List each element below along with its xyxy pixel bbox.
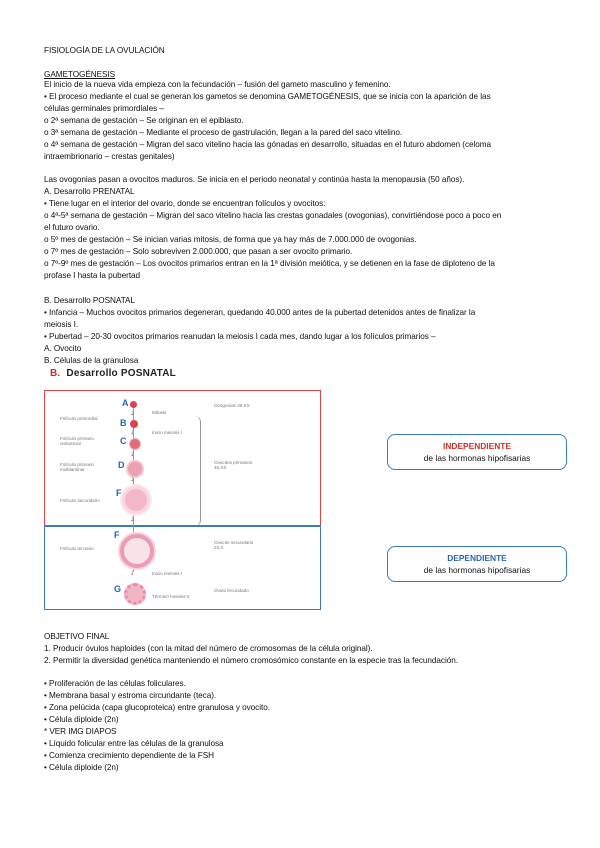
stage-letter-b: B: [120, 418, 127, 428]
label-meiosis-start: Inicio meiosis I: [152, 430, 183, 435]
tertiary-follicle-cell: [120, 534, 154, 568]
independent-phase-box: [44, 390, 321, 526]
doc-title: FISIOLOGÍA DE LA OVULACIÓN: [44, 46, 165, 55]
label-unilaminar: Folículo primario unilaminar: [60, 436, 94, 447]
section-heading-gametogenesis: GAMETOGÉNESIS: [44, 70, 116, 79]
figure-label-letter: B.: [50, 368, 61, 379]
label-fertilized-ovum: Óvulo fecundado: [214, 588, 249, 593]
text-line: o 5º mes de gestación – Se inician varias mitosis, de forma que ya hay más de 7.000.000 de ovogonias.: [44, 235, 417, 244]
text-line: OBJETIVO FINAL: [44, 632, 110, 641]
text-line: intraembrionario – crestas genitales): [44, 152, 175, 161]
label-mitosis: Mitosis: [152, 410, 167, 415]
text-line: • Infancia – Muchos ovocitos primarios degeneran, quedando 40.000 antes de la pubertad detenidos antes de finalizar la: [44, 308, 476, 317]
independent-hormones-label: [387, 434, 567, 470]
text-line: • Célula diploide (2n): [44, 715, 119, 724]
text-line: o 3ª semana de gestación – Mediante el proceso de gastrulación, llegan a la pared del saco vitelino.: [44, 128, 403, 137]
stage-letter-g: G: [114, 584, 122, 594]
text-line: • Zona pelúcida (capa glucoproteica) entre granulosa y ovocito.: [44, 703, 270, 712]
stage-letter-d: D: [118, 460, 125, 470]
text-line: profase I hasta la pubertad: [44, 271, 141, 280]
text-line: B. Células de la granulosa: [44, 356, 139, 365]
stage-letter-e: F: [116, 488, 122, 498]
text-line: A. Ovocito: [44, 344, 82, 353]
label-multilaminar: Folículo primario multilaminar: [60, 462, 94, 473]
text-line: el futuro ovario.: [44, 223, 100, 232]
text-line: A. Desarrollo PRENATAL: [44, 187, 135, 196]
label-ovogonias: Ovogonias 46,XX: [214, 403, 250, 408]
arrow-down-icon: ↓: [130, 474, 134, 483]
label-primordial: Folículo primordial: [60, 416, 98, 421]
multilaminar-cell: [126, 460, 144, 478]
arrow-down-icon: ↓: [130, 568, 134, 577]
fertilized-ovum-cell: [124, 583, 146, 605]
ovogonia-cell: [130, 401, 137, 408]
arrow-down-icon: ↓: [130, 449, 134, 458]
dependent-subtitle: de las hormonas hipofisarias: [423, 565, 531, 575]
label-secondary-oocyte: Ovocito secundario 23,X: [214, 540, 254, 551]
text-line: o 2ª semana de gestación – Se originan en el epiblasto.: [44, 116, 244, 125]
text-line: • Comienza crecimiento dependiente de la FSH: [44, 751, 214, 760]
dependent-title: DEPENDIENTE: [447, 553, 507, 563]
text-line: • Pubertad – 20-30 ovocitos primarios reanudan la meiosis I cada mes, dando lugar a los folículos primarios –: [44, 332, 436, 341]
arrow-down-icon: ↓: [130, 408, 134, 417]
text-line: • Membrana basal y estroma circundante (teca).: [44, 691, 217, 700]
text-line: • Proliferación de las células foliculares.: [44, 679, 186, 688]
posnatal-figure: [44, 368, 574, 613]
dependent-hormones-label: [387, 546, 567, 582]
text-line: o 7º-9º mes de gestación – Los ovocitos primarios entran en la 1ª división meiótica, y se detienen en la fase de diploteno de la: [44, 259, 495, 268]
independent-title: INDEPENDIENTE: [443, 441, 511, 451]
text-line: B. Desarrollo POSNATAL: [44, 296, 135, 305]
text-line: • El proceso mediante el cual se generan los gametos se denomina GAMETOGÉNESIS, que se inicia con la aparición de las: [44, 92, 491, 101]
secondary-follicle-cell: [122, 486, 150, 514]
text-line: • Tiene lugar en el interior del ovario, donde se encuentran folículos y ovocitos:: [44, 199, 326, 208]
text-line: células germinales primordiales –: [44, 104, 164, 113]
label-primary-oocytes: Ovocitos primarios 46,XX: [214, 460, 253, 471]
label-tertiary: Folículo terciario: [60, 546, 94, 551]
stage-letter-c: C: [120, 436, 127, 446]
arrow-down-icon: ↓: [130, 427, 134, 436]
arrow-down-icon: ↓: [130, 514, 134, 523]
independent-subtitle: de las hormonas hipofisarias: [423, 453, 531, 463]
figure-title: [50, 368, 176, 379]
label-meiosis-start-2: Inicio meiosis I: [152, 571, 183, 576]
text-line: • Célula diploide (2n): [44, 763, 119, 772]
text-line: 2. Permitir la diversidad genética manteniendo el número cromosómico constante en la especie tras la fecundación.: [44, 656, 458, 665]
text-line: • Líquido folicular entre las células de la granulosa: [44, 739, 224, 748]
figure-title-text: Desarrollo POSNATAL: [66, 368, 176, 379]
text-line: El inicio de la nueva vida empieza con la fecundación – fusión del gameto masculino y femenino.: [44, 80, 391, 89]
text-line: meiosis I.: [44, 320, 79, 329]
stage-letter-a: A: [122, 398, 129, 408]
label-secondary: Folículo secundario: [60, 498, 100, 503]
text-line: o 7º mes de gestación – Solo sobreviven 2.000.000, que pasan a ser ovocito primario.: [44, 247, 353, 256]
label-meiosis-end: Término meiosis II: [152, 594, 190, 599]
text-line: 1. Producir óvulos haploides (con la mitad del número de cromosomas de la célula original).: [44, 644, 373, 653]
stage-letter-f: F: [114, 530, 120, 540]
meiosis-brace: [194, 416, 201, 526]
text-line: o 4ª-5ª semana de gestación – Migran del saco vitelino hacia las crestas gonadales (ovogonias), convirtiéndose poco a poco en: [44, 211, 502, 220]
text-line: Las ovogonias pasan a ovocitos maduros. Se inicia en el periodo neonatal y continúa hasta la menopausia (50 años).: [44, 175, 465, 184]
text-line: * VER IMG DIAPOS: [44, 727, 117, 736]
text-line: o 4ª semana de gestación – Migran del saco vitelino hacia las gónadas en desarrollo, situadas en el futuro abdomen (celoma: [44, 140, 492, 149]
